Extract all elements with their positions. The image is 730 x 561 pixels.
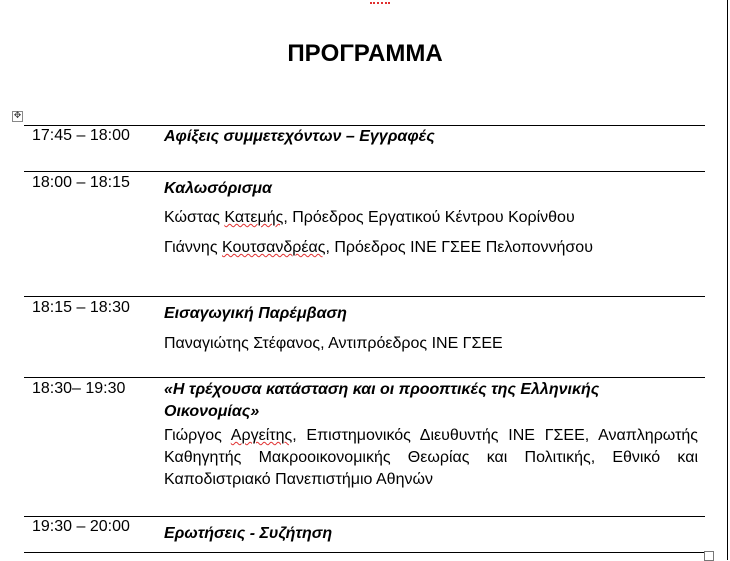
schedule-time: 19:30 – 20:00 <box>32 518 130 535</box>
row-divider <box>24 296 705 297</box>
speaker-line: Κώστας Κατεμής, Πρόεδρος Εργατικού Κέντρου Κορίνθου <box>164 209 575 226</box>
schedule-time: 18:30– 19:30 <box>32 380 126 397</box>
schedule-time: 18:00 – 18:15 <box>32 174 130 191</box>
speaker-line: Παναγιώτης Στέφανος, Αντιπρόεδρος ΙΝΕ ΓΣΕΕ <box>164 335 503 352</box>
row-divider <box>24 377 705 378</box>
page-title: ΠΡΟΓΡΑΜΜΑ <box>287 40 443 67</box>
speaker-line: Γιάννης Κουτσανδρέας, Πρόεδρος ΙΝΕ ΓΣΕΕ Πελοποννήσου <box>164 239 593 256</box>
spellcheck-mark <box>370 0 390 4</box>
schedule-heading: Αφίξεις συμμετεχόντων – Εγγραφές <box>164 128 435 145</box>
speaker-line: Γιώργος Αργείτης, Επιστημονικός Διευθυντής ΙΝΕ ΓΣΕΕ, Αναπληρωτής Καθηγητής Μακροοικονομικής Θεωρίας και Πολιτικής, Εθνικό και Καποδιστριακό Πανεπιστήμιο Αθηνών <box>164 427 698 488</box>
schedule-time: 17:45 – 18:00 <box>32 127 130 144</box>
schedule-heading: Καλωσόρισμα <box>164 180 272 197</box>
table-move-handle-icon[interactable]: ✥ <box>13 111 22 121</box>
schedule-time: 18:15 – 18:30 <box>32 299 130 316</box>
schedule-heading: «Η τρέχουσα κατάσταση και οι προοπτικές της Ελληνικής Οικονομίας» <box>164 381 600 420</box>
schedule-heading: Εισαγωγική Παρέμβαση <box>164 305 347 322</box>
row-divider <box>24 516 705 517</box>
row-divider <box>24 171 705 172</box>
schedule-heading: Ερωτήσεις - Συζήτηση <box>164 525 333 542</box>
row-divider <box>24 552 705 553</box>
